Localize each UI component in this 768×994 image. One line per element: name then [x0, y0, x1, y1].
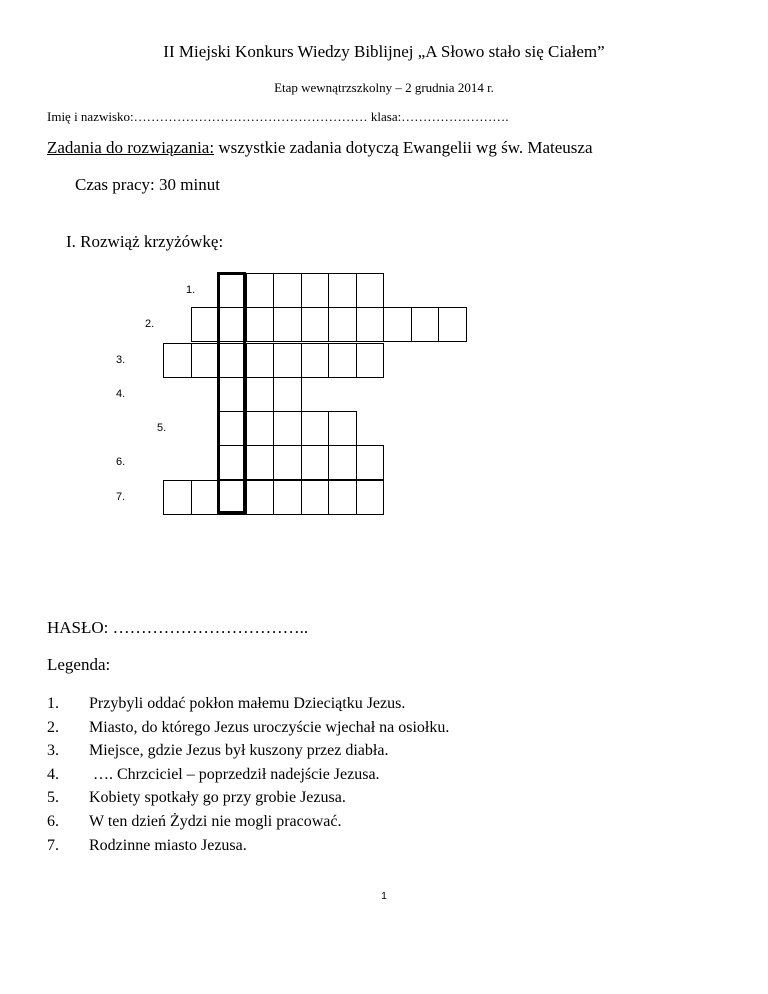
crossword-cell[interactable] [273, 343, 302, 378]
legend-item [47, 834, 449, 858]
legend-item [47, 716, 449, 740]
legend-item-number: 2. [47, 718, 59, 736]
crossword-cell[interactable] [246, 445, 275, 480]
page-subtitle: Etap wewnątrzszkolny – 2 grudnia 2014 r. [274, 80, 494, 95]
legend-list [47, 692, 449, 857]
page-title: II Miejski Konkurs Wiedzy Biblijnej „A Słowo stało się Ciałem” [163, 42, 605, 61]
legend-item-text: Rodzinne miasto Jezusa. [89, 836, 247, 854]
legend-item-number: 3. [47, 742, 59, 760]
legend-item [47, 810, 449, 834]
work-time: Czas pracy: 30 minut [75, 175, 220, 194]
crossword-cell[interactable] [328, 273, 357, 308]
legend-item [47, 739, 449, 763]
crossword-cell[interactable] [191, 480, 220, 515]
crossword-row-number: 1. [186, 284, 196, 296]
crossword-cell[interactable] [218, 343, 247, 378]
crossword-cell[interactable] [218, 377, 247, 412]
legend-item-text: Miejsce, gdzie Jezus był kuszony przez diabła. [89, 742, 389, 760]
crossword-cell[interactable] [273, 480, 302, 515]
crossword-cell[interactable] [273, 411, 302, 446]
crossword-cell[interactable] [246, 377, 275, 412]
crossword-cell[interactable] [246, 273, 275, 308]
crossword-cell[interactable] [301, 480, 330, 515]
legend-item-number: 6. [47, 812, 59, 830]
section-title: I. Rozwiąż krzyżówkę: [66, 232, 224, 251]
crossword-cell[interactable] [163, 480, 192, 515]
tasks-text: wszystkie zadania dotyczą Ewangelii wg św. Mateusza [214, 138, 593, 157]
crossword-cell[interactable] [246, 411, 275, 446]
crossword-cell[interactable] [438, 307, 467, 342]
crossword-cell[interactable] [273, 377, 302, 412]
crossword-cell[interactable] [356, 445, 385, 480]
crossword-cell[interactable] [163, 343, 192, 378]
crossword-cell[interactable] [301, 411, 330, 446]
crossword-cell[interactable] [328, 445, 357, 480]
name-class-line: Imię i nazwisko:……………………………………………… klasa:……………………. [47, 109, 509, 124]
password-line: HASŁO: …………………………….. [47, 618, 309, 637]
crossword-cell[interactable] [246, 307, 275, 342]
legend-item-number: 1. [47, 695, 59, 712]
crossword-cell[interactable] [328, 343, 357, 378]
crossword-cell[interactable] [356, 307, 385, 342]
crossword-cell[interactable] [411, 307, 440, 342]
crossword-row-number: 7. [116, 491, 126, 503]
legend-item-number: 7. [47, 836, 59, 854]
crossword-cell[interactable] [301, 445, 330, 480]
crossword-cell[interactable] [383, 307, 412, 342]
crossword-row-number: 3. [116, 354, 126, 366]
tasks-line [47, 138, 593, 158]
crossword-cell[interactable] [218, 307, 247, 342]
crossword-cell[interactable] [218, 411, 247, 446]
crossword-cell[interactable] [356, 273, 385, 308]
crossword-cell[interactable] [218, 480, 247, 515]
tasks-label: Zadania do rozwiązania: [47, 138, 215, 157]
crossword-cell[interactable] [301, 307, 330, 342]
crossword-cell[interactable] [356, 343, 385, 378]
crossword-row-number: 6. [116, 456, 126, 468]
page-number: 1 [381, 891, 387, 902]
crossword-row-number: 2. [145, 318, 155, 330]
crossword-cell[interactable] [191, 343, 220, 378]
crossword-row-number: 4. [116, 388, 126, 400]
legend-item [47, 763, 449, 787]
crossword-cell[interactable] [246, 480, 275, 515]
crossword-cell[interactable] [273, 307, 302, 342]
crossword-cell[interactable] [218, 445, 247, 480]
crossword-cell[interactable] [328, 307, 357, 342]
legend-item-text: Miasto, do którego Jezus uroczyście wjechał na osiołku. [89, 718, 450, 736]
crossword-cell[interactable] [356, 480, 385, 515]
legend-item-number: 4. [47, 765, 59, 783]
legend-item-text: Przybyli oddać pokłon małemu Dzieciątku Jezus. [89, 695, 406, 712]
crossword-cell[interactable] [301, 273, 330, 308]
legend-item [47, 786, 449, 810]
legend-item-text: Kobiety spotkały go przy grobie Jezusa. [89, 789, 346, 807]
crossword-row-number: 5. [157, 422, 167, 434]
legend-item-number: 5. [47, 789, 59, 807]
legend-item-text: W ten dzień Żydzi nie mogli pracować. [89, 812, 342, 830]
legend-item-text: …. Chrzciciel – poprzedził nadejście Jezusa. [89, 765, 380, 783]
crossword-cell[interactable] [218, 273, 247, 308]
crossword-cell[interactable] [246, 343, 275, 378]
crossword-cell[interactable] [301, 343, 330, 378]
crossword-cell[interactable] [273, 445, 302, 480]
crossword-cell[interactable] [328, 480, 357, 515]
crossword-cell[interactable] [191, 307, 220, 342]
crossword-cell[interactable] [328, 411, 357, 446]
legend-item [47, 692, 449, 716]
crossword-cell[interactable] [273, 273, 302, 308]
legend-heading: Legenda: [47, 655, 111, 674]
